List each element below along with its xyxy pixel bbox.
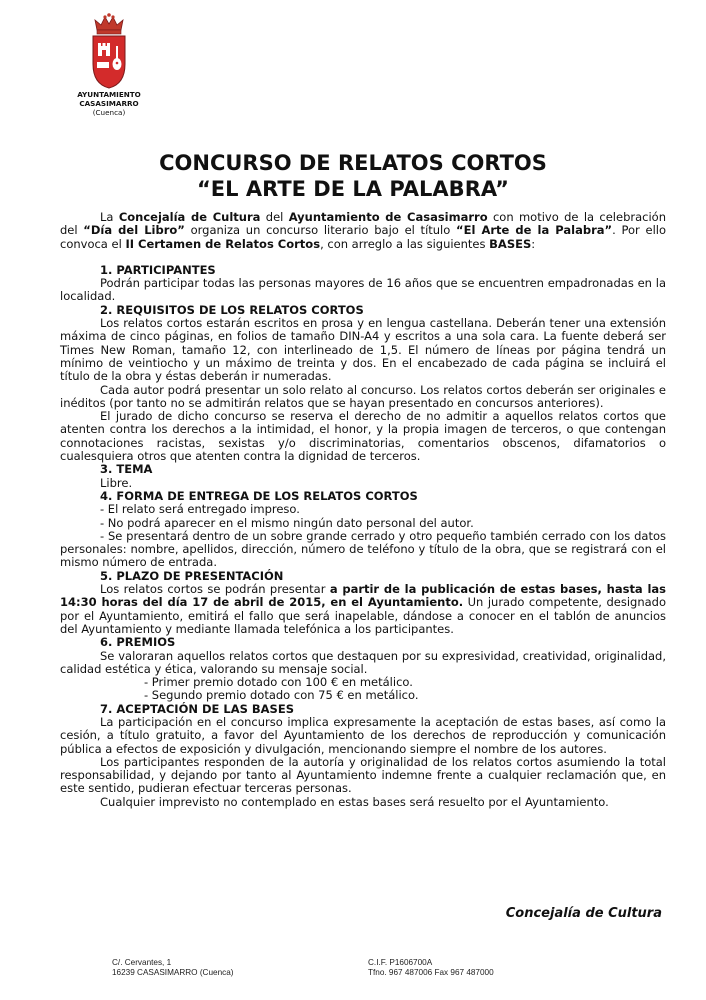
crest-line-3: (Cuenca) [92,108,126,117]
section-heading-tema: 3. TEMA [100,462,153,477]
signature: Concejalía de Cultura [505,906,662,921]
section-paragraph: Podrán participar todas las personas mayores de 16 años que se encuentren empadronadas en la localidad. [60,276,666,304]
section-heading-plazo: 5. PLAZO DE PRESENTACIÓN [100,568,284,583]
crest-line-1: AYUNTAMIENTO [77,90,141,99]
section-paragraph: Cualquier imprevisto no contemplado en estas bases será resuelto por el Ayuntamiento. [100,794,609,809]
crest-line-2: CASASIMARRO [79,99,139,108]
section-paragraph: Cada autor podrá presentar un solo relato al concurso. Los relatos cortos deberán ser originales e inéditos (por tanto no se admitirán relatos que se hayan presentado en concursos anteriores). [60,382,666,410]
section-heading-premios: 6. PREMIOS [100,635,176,650]
footer-address-line-1: C/. Cervantes, 1 [112,958,172,967]
section-heading-entrega: 4. FORMA DE ENTREGA DE LOS RELATOS CORTOS [100,488,418,503]
list-item: - El relato será entregado impreso. [100,502,300,517]
section-paragraph: Se valoraran aquellos relatos cortos que destaquen por su expresividad, creatividad, originalidad, calidad estética y ética, valorando su mensaje social. [60,648,666,676]
section-paragraph: Libre. [100,475,133,490]
section-heading-participantes: 1. PARTICIPANTES [100,262,216,277]
section-heading-aceptacion: 7. ACEPTACIÓN DE LAS BASES [100,701,294,716]
page-subtitle: “EL ARTE DE LA PALABRA” [197,177,509,201]
section-paragraph: Los participantes responden de la autoría y originalidad de los relatos cortos asumiendo la total responsabilidad, y dejando por tanto al Ayuntamiento indemne frente a cualquier reclamación que, en este sentido, pudieran efectuar terceras personas. [60,754,666,796]
intro-paragraph: La Concejalía de Cultura del Ayuntamiento de Casasimarro con motivo de la celebración del “Día del Libro” organiza un concurso literario bajo el título “El Arte de la Palabra”. Por ello convoca el II Certamen de Relatos Cortos, con arreglo a las siguientes BASES: [60,210,666,251]
coat-of-arms-icon [89,12,129,90]
page-title: CONCURSO DE RELATOS CORTOS [159,151,547,175]
footer-address-line-2: 16239 CASASIMARRO (Cuenca) [112,968,234,977]
municipal-crest [74,12,144,117]
section-paragraph: El jurado de dicho concurso se reserva el derecho de no admitir a aquellos relatos cortos que atenten contra los derechos a la intimidad, el honor, y la propia imagen de terceros, o que contengan connotaciones racistas, sexistas y/o discriminatorias, comentarios obscenos, difamatorios o cualesquiera otros que atenten contra la dignidad de terceros. [60,409,666,464]
section-heading-requisitos: 2. REQUISITOS DE LOS RELATOS CORTOS [100,302,364,317]
section-paragraph: Los relatos cortos se podrán presentar a partir de la publicación de estas bases, hasta las 14:30 horas del día 17 de abril de 2015, en el Ayuntamiento. Un jurado competente, designado por el Ayuntamiento, emitirá el fallo que será inapelable, dándose a conocer en el tablón de anuncios del Ayuntamiento y mediante llamada telefónica a los participantes. [60,582,666,636]
list-item: - Se presentará dentro de un sobre grande cerrado y otro pequeño también cerrado con los datos personales: nombre, apellidos, dirección, número de teléfono y título de la obra, que se registrará con el mismo número de entrada. [60,528,666,570]
list-item: - No podrá aparecer en el mismo ningún dato personal del autor. [100,515,474,530]
prize-item: - Primer premio dotado con 100 € en metálico. [144,675,413,690]
footer-address [112,958,234,978]
section-paragraph: La participación en el concurso implica expresamente la aceptación de estas bases, así como la cesión, a título gratuito, a favor del Ayuntamiento de los derechos de reproducción y comunicación pública a efectos de exposición y divulgación, mencionando siempre el nombre de los autores. [60,714,666,756]
section-paragraph: Los relatos cortos estarán escritos en prosa y en lengua castellana. Deberán tener una extensión máxima de cinco páginas, en folios de tamaño DIN-A4 y escritos a una sola cara. La fuente deberá ser Times New Roman, tamaño 12, con interlineado de 1,5. El número de líneas por página tendrá un mínimo de veintiocho y un máximo de treinta y dos. En el encabezado de cada página se incluirá el título de la obra y éstas deberán ir numeradas. [60,316,666,384]
document-body [60,211,666,809]
footer-cif: C.I.F. P1606700A [368,958,433,967]
footer-phone: Tfno. 967 487006 Fax 967 487000 [368,968,494,977]
footer-contact [368,958,494,978]
prize-item: - Segundo premio dotado con 75 € en metálico. [144,688,419,703]
